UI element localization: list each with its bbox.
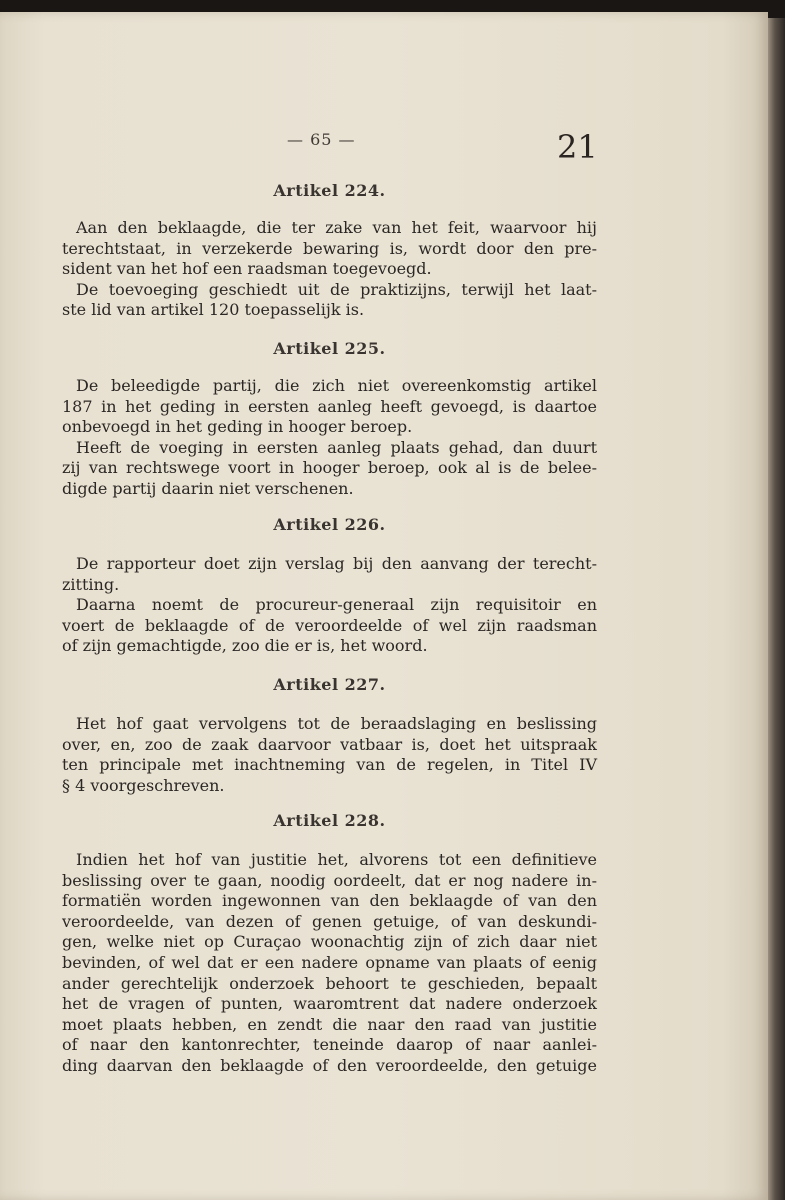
article-paragraph [62,438,597,500]
text-line: of zijn gemachtigde, zoo die er is, het woord. [62,636,428,656]
text-line: ste lid van artikel 120 toepasselijk is. [62,300,365,320]
text-line: veroordeelde, van dezen of genen getuige, of van deskundi- [62,911,597,931]
text-line: moet plaats hebben, en zendt die naar den raad van justitie [62,1014,597,1034]
article-paragraph [62,280,597,321]
article-paragraph [62,714,597,796]
article-228 [62,810,597,1077]
article-heading: Artikel 227. [273,675,386,694]
text-line: Het hof gaat vervolgens tot de beraadslaging en beslissing [76,714,597,733]
text-line: ander gerechtelijk onderzoek behoort te geschieden, bepaalt [62,973,597,993]
article-heading: Artikel 226. [273,515,386,534]
text-line: of naar den kantonrechter, teneinde daarop of naar aanlei- [62,1035,597,1055]
article-heading: Artikel 228. [273,811,386,830]
text-line: § 4 voorgeschreven. [62,775,225,795]
page-edge-shadow [768,18,785,1200]
article-heading: Artikel 225. [273,339,386,358]
text-line: onbevoegd in het geding in hooger beroep. [62,417,413,437]
text-line: Aan den beklaagde, die ter zake van het feit, waarvoor hij [76,218,597,237]
page-number: — 65 — [287,130,356,149]
text-line: De beleedigde partij, die zich niet overeenkomstig artikel [76,376,597,395]
text-line: 187 in het geding in eersten aanleg heeft gevoegd, is daartoe [62,396,597,416]
text-line: beslissing over te gaan, noodig oordeelt, dat er nog nadere in- [62,870,597,890]
article-225 [62,338,597,500]
text-line: Indien het hof van justitie het, alvorens tot een definitieve [76,850,597,869]
page-header [62,130,597,180]
text-line: ten principale met inachtneming van de regelen, in Titel IV [62,755,597,775]
text-line: De rapporteur doet zijn verslag bij den aanvang der terecht- [76,554,597,573]
text-line: zitting. [62,574,120,594]
article-paragraph [62,554,597,595]
article-heading: Artikel 224. [273,181,386,200]
article-paragraph [62,376,597,438]
article-224 [62,180,597,321]
text-line: zij van rechtswege voort in hooger beroep, ook al is de belee- [62,458,597,478]
article-paragraph [62,850,597,1077]
text-line: formatiën worden ingewonnen van den beklaagde of van den [62,891,597,911]
text-line: bevinden, of wel dat er een nadere opname van plaats of eenig [62,952,597,972]
text-line: De toevoeging geschiedt uit de praktizijns, terwijl het laat- [76,279,597,299]
article-226 [62,514,597,657]
text-line: gen, welke niet op Curaçao woonachtig zijn of zich daar niet [62,932,597,952]
text-line: Heeft de voeging in eersten aanleg plaats gehad, dan duurt [76,437,597,457]
text-line: terechtstaat, in verzekerde bewaring is, wordt door den pre- [62,238,597,258]
text-line: Daarna noemt de procureur-generaal zijn requisitoir en [76,595,597,615]
signature-mark: 21 [557,128,598,166]
text-line: over, en, zoo de zaak daarvoor vatbaar is, doet het uitspraak [62,734,597,754]
text-line: voert de beklaagde of de veroordeelde of wel zijn raadsman [62,615,597,635]
text-line: digde partij daarin niet verschenen. [62,478,354,498]
text-line: het de vragen of punten, waaromtrent dat nadere onderzoek [62,994,597,1014]
text-line: ding daarvan den beklaagde of den veroordeelde, den getuige [62,1055,597,1075]
article-227 [62,674,597,796]
article-paragraph [62,595,597,657]
text-line: sident van het hof een raadsman toegevoegd. [62,259,432,279]
article-paragraph [62,218,597,280]
